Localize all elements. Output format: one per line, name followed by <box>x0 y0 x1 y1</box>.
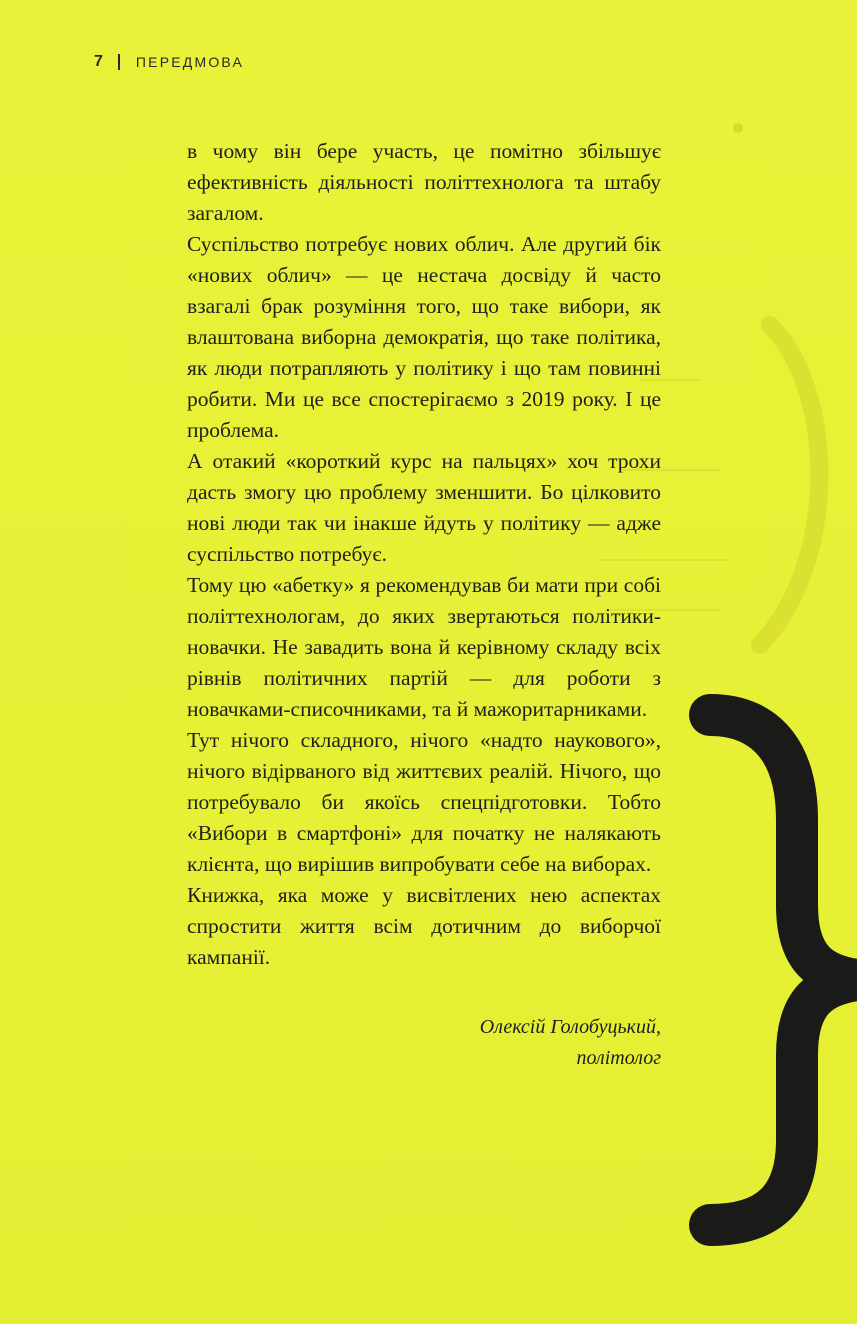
paragraph: Тут нічого складного, нічого «надто наукового», нічого відірваного від життєвих реалій. Нічого, що потребувало би якоїсь спецпідготовки. Тобто «Вибори в смартфоні» для початку не налякають клієнта, що вирішив випробувати себе на виборах. <box>187 728 661 876</box>
paragraph: А отакий «короткий курс на пальцях» хоч трохи дасть змогу цю проблему зменшити. Бо цілковито нові люди так чи інакше йдуть у політику — адже суспільство потребує. <box>187 449 661 566</box>
running-header <box>94 52 244 72</box>
author-name: Олексій Голобуцький, <box>479 1016 661 1038</box>
paragraph: Суспільство потребує нових облич. Але другий бік «нових облич» — це нестача досвіду й часто взагалі брак розуміння того, що таке вибори, як влаштована виборна демократія, що таке політика, як люди потрапляють у політику і що там повинні робити. Ми це все спостерігаємо з 2019 року. І це проблема. <box>187 232 661 442</box>
main-text <box>187 136 661 973</box>
header-divider <box>118 54 120 70</box>
paragraph: в чому він бере участь, це помітно збільшує ефективність діяльності політтехнолога та штабу загалом. <box>187 139 661 225</box>
paragraph: Тому цю «абетку» я рекомендував би мати при собі політтехнологам, до яких звертаються політики-новачки. Не завадить вона й керівному складу всіх рівнів політичних партій — для роботи з новачками-списочниками, та й мажоритарниками. <box>187 573 661 721</box>
curly-brace-ornament-icon <box>682 690 857 1250</box>
author-role: політолог <box>576 1047 661 1069</box>
author-signature <box>380 1012 661 1074</box>
section-title: ПЕРЕДМОВА <box>135 54 245 70</box>
page-number: 7 <box>94 53 104 70</box>
paragraph: Книжка, яка може у висвітлених нею аспектах спростити життя всім дотичним до виборчої кампанії. <box>187 883 661 969</box>
